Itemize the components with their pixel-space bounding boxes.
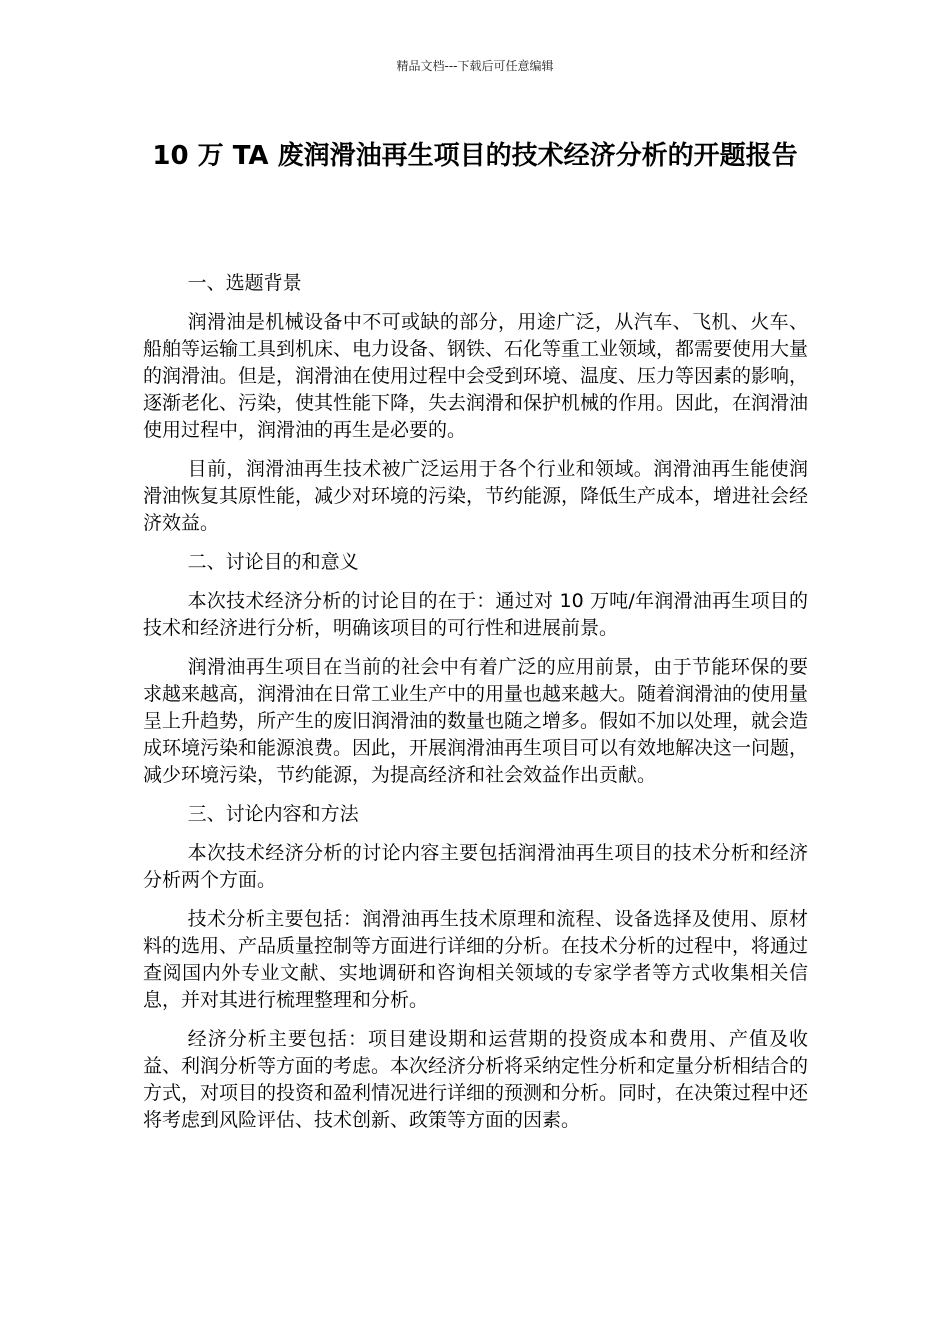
paragraph: 目前，润滑油再生技术被广泛运用于各个行业和领域。润滑油再生能使润滑油恢复其原性能，减少对环境的污染，节约能源，降低生产成本，增进社会经济效益。 (143, 458, 809, 534)
paragraph: 润滑油是机械设备中不可或缺的部分，用途广泛，从汽车、飞机、火车、船舶等运输工具到机床、电力设备、钢铁、石化等重工业领域，都需要使用大量的润滑油。但是，润滑油在使用过程中会受到环境、温度、压力等因素的影响，逐渐老化、污染，使其性能下降，失去润滑和保护机械的作用。因此，在润滑油使用过程中，润滑油的再生是必要的。 (143, 311, 809, 441)
paragraph: 润滑油再生项目在当前的社会中有着广泛的应用前景，由于节能环保的要求越来越高，润滑油在日常工业生产中的用量也越来越大。随着润滑油的使用量呈上升趋势，所产生的废旧润滑油的数量也随之增多。假如不加以处理，就会造成环境污染和能源浪费。因此，开展润滑油再生项目可以有效地解决这一问题，减少环境污染，节约能源，为提高经济和社会效益作出贡献。 (143, 656, 809, 786)
section-heading-purpose: 二、讨论目的和意义 (187, 551, 359, 573)
document-title: 10 万 TA 废润滑油再生项目的技术经济分析的开题报告 (152, 141, 798, 171)
paragraph: 本次技术经济分析的讨论内容主要包括润滑油再生项目的技术分析和经济分析两个方面。 (143, 842, 808, 891)
document-body (143, 270, 808, 1146)
section-heading-background: 一、选题背景 (187, 272, 302, 294)
paragraph: 本次技术经济分析的讨论目的在于：通过对 10 万吨/年润滑油再生项目的技术和经济进行分析，明确该项目的可行性和进展前景。 (143, 590, 808, 639)
section-heading-methods: 三、讨论内容和方法 (187, 803, 359, 825)
paragraph: 技术分析主要包括：润滑油再生技术原理和流程、设备选择及使用、原材料的选用、产品质量控制等方面进行详细的分析。在技术分析的过程中，将通过查阅国内外专业文献、实地调研和咨询相关领域的专家学者等方式收集相关信息，并对其进行梳理整理和分析。 (143, 908, 809, 1011)
page-header: 精品文档---下载后可任意编辑 (396, 59, 554, 73)
paragraph: 经济分析主要包括：项目建设期和运营期的投资成本和费用、产值及收益、利润分析等方面的考虑。本次经济分析将采纳定性分析和定量分析相结合的方式，对项目的投资和盈利情况进行详细的预测和分析。同时，在决策过程中还将考虑到风险评估、技术创新、政策等方面的因素。 (143, 1028, 809, 1131)
